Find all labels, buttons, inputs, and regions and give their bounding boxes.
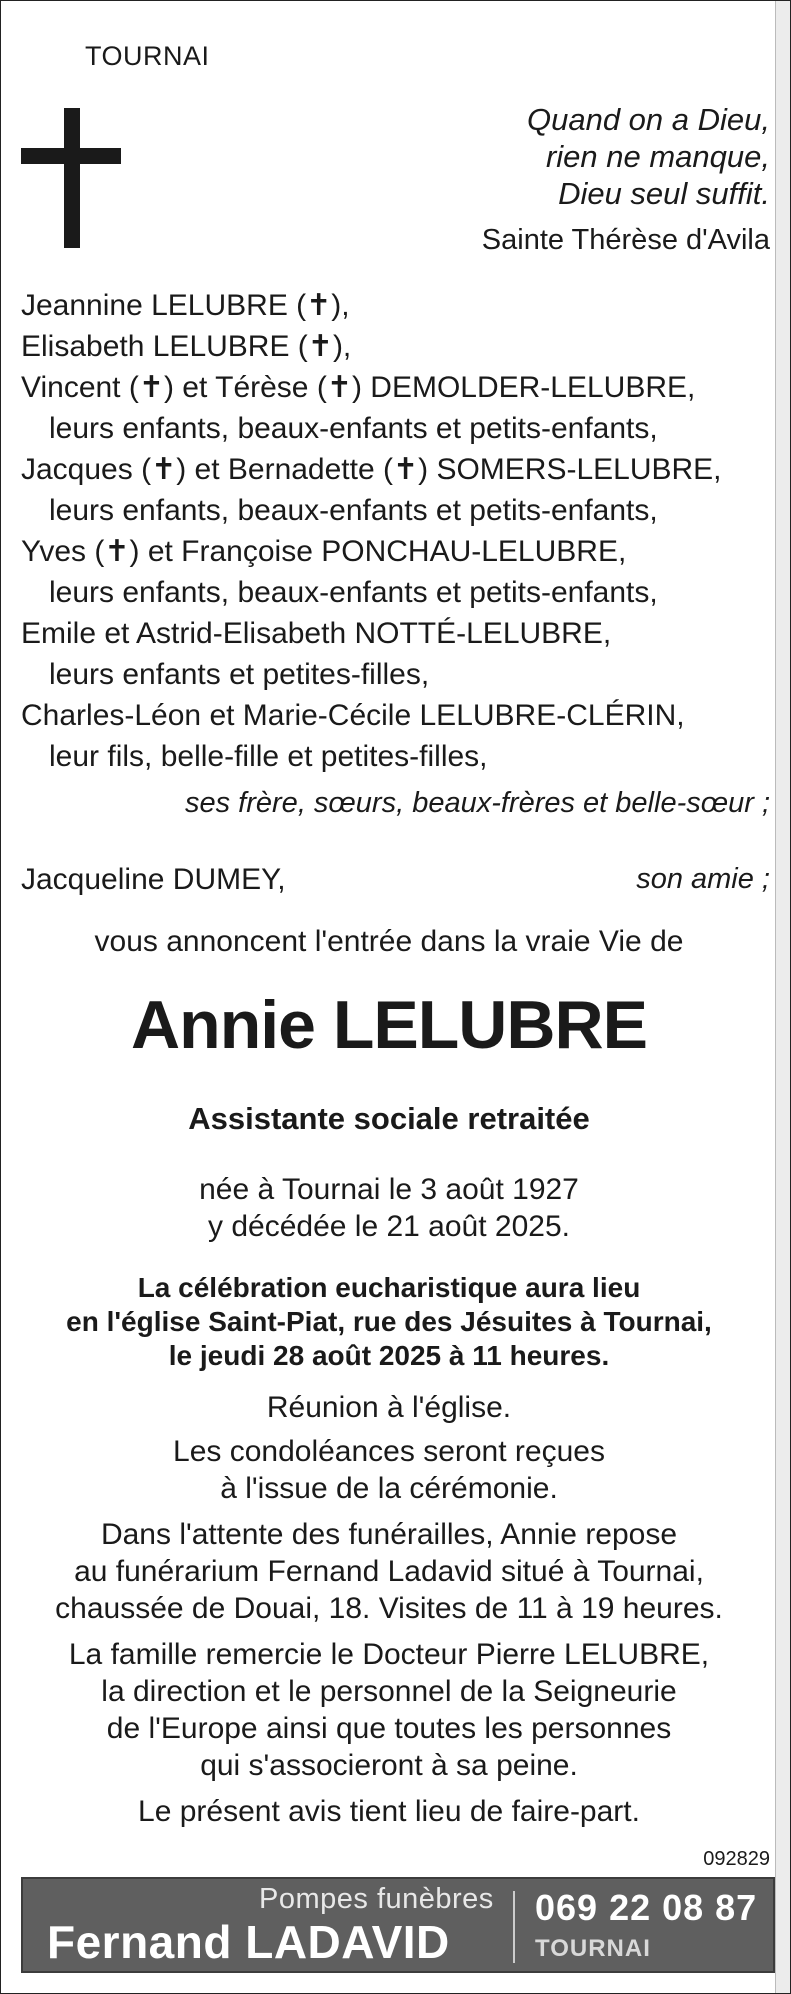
thanks (1, 1636, 777, 1784)
funeral-home-name: Fernand LADAVID (47, 1916, 450, 1968)
deceased-name: Annie LELUBRE (131, 987, 647, 1063)
family-subline: leur fils, belle-fille et petites-filles, (49, 740, 488, 773)
quote-line: Quand on a Dieu, (526, 102, 770, 137)
family-subline: leurs enfants, beaux-enfants et petits-enfants, (49, 412, 658, 445)
family-line: Charles-Léon et Marie-Cécile LELUBRE-CLÉRIN, (21, 699, 685, 732)
quote (527, 101, 770, 212)
family-subline: leurs enfants, beaux-enfants et petits-enfants, (49, 494, 658, 527)
repose-info (1, 1516, 777, 1627)
quote-line: rien ne manque, (545, 139, 770, 174)
ceremony-info (1, 1271, 777, 1373)
friend-relation: son amie ; (636, 863, 770, 895)
funeral-home-label: Pompes funèbres (259, 1883, 494, 1915)
announcement: vous annoncent l'entrée dans la vraie Vie de (94, 925, 684, 958)
dates (1, 1171, 777, 1245)
family-line: Yves (✝) et Françoise PONCHAU-LELUBRE, (21, 535, 627, 568)
death-line: y décédée le 21 août 2025. (208, 1210, 570, 1243)
family-subline: leurs enfants, beaux-enfants et petits-enfants, (49, 576, 658, 609)
header-city: TOURNAI (85, 41, 210, 71)
reference-code: 092829 (703, 1848, 770, 1870)
family-subline: leurs enfants et petites-filles, (49, 658, 430, 691)
family-line: Jacques (✝) et Bernadette (✝) SOMERS-LELUBRE, (21, 453, 722, 486)
family-relation: ses frère, sœurs, beaux-frères et belle-sœur ; (185, 787, 770, 819)
repose-line: au funérarium Fernand Ladavid situé à Tournai, (74, 1555, 704, 1588)
page-edge (775, 1, 790, 1993)
repose-line: chaussée de Douai, 18. Visites de 11 à 19 heures. (55, 1592, 723, 1625)
cross-icon (21, 108, 121, 248)
funeral-home-phone: 069 22 08 87 (535, 1887, 758, 1928)
banner-divider (513, 1891, 515, 1963)
family-list (21, 285, 773, 777)
funeral-home-banner (21, 1877, 775, 1973)
quote-author: Sainte Thérèse d'Avila (481, 224, 770, 256)
ceremony-line: en l'église Saint-Piat, rue des Jésuites à Tournai, (66, 1306, 712, 1337)
condolences (1, 1433, 777, 1507)
notice-line: Le présent avis tient lieu de faire-part. (138, 1795, 640, 1828)
thanks-line: de l'Europe ainsi que toutes les personnes (106, 1712, 672, 1745)
family-line: Elisabeth LELUBRE (✝), (21, 330, 352, 363)
thanks-line: La famille remercie le Docteur Pierre LELUBRE, (68, 1638, 710, 1671)
birth-line: née à Tournai le 3 août 1927 (199, 1173, 579, 1206)
funeral-home-city: TOURNAI (535, 1935, 651, 1962)
condolences-line: Les condoléances seront reçues (173, 1435, 605, 1468)
deceased-title: Assistante sociale retraitée (188, 1101, 590, 1136)
thanks-line: la direction et le personnel de la Seigneurie (101, 1675, 677, 1708)
ceremony-line: La célébration eucharistique aura lieu (137, 1272, 641, 1303)
friend-name: Jacqueline DUMEY, (21, 863, 286, 896)
condolences-line: à l'issue de la cérémonie. (220, 1472, 558, 1505)
family-line: Jeannine LELUBRE (✝), (21, 289, 350, 322)
ceremony-line: le jeudi 28 août 2025 à 11 heures. (168, 1340, 610, 1371)
family-line: Vincent (✝) et Térèse (✝) DEMOLDER-LELUBRE, (21, 371, 696, 404)
meeting-line: Réunion à l'église. (266, 1391, 512, 1424)
quote-line: Dieu seul suffit. (558, 176, 770, 211)
thanks-line: qui s'associeront à sa peine. (200, 1749, 578, 1782)
repose-line: Dans l'attente des funérailles, Annie repose (100, 1518, 678, 1551)
family-line: Emile et Astrid-Elisabeth NOTTÉ-LELUBRE, (21, 617, 612, 650)
